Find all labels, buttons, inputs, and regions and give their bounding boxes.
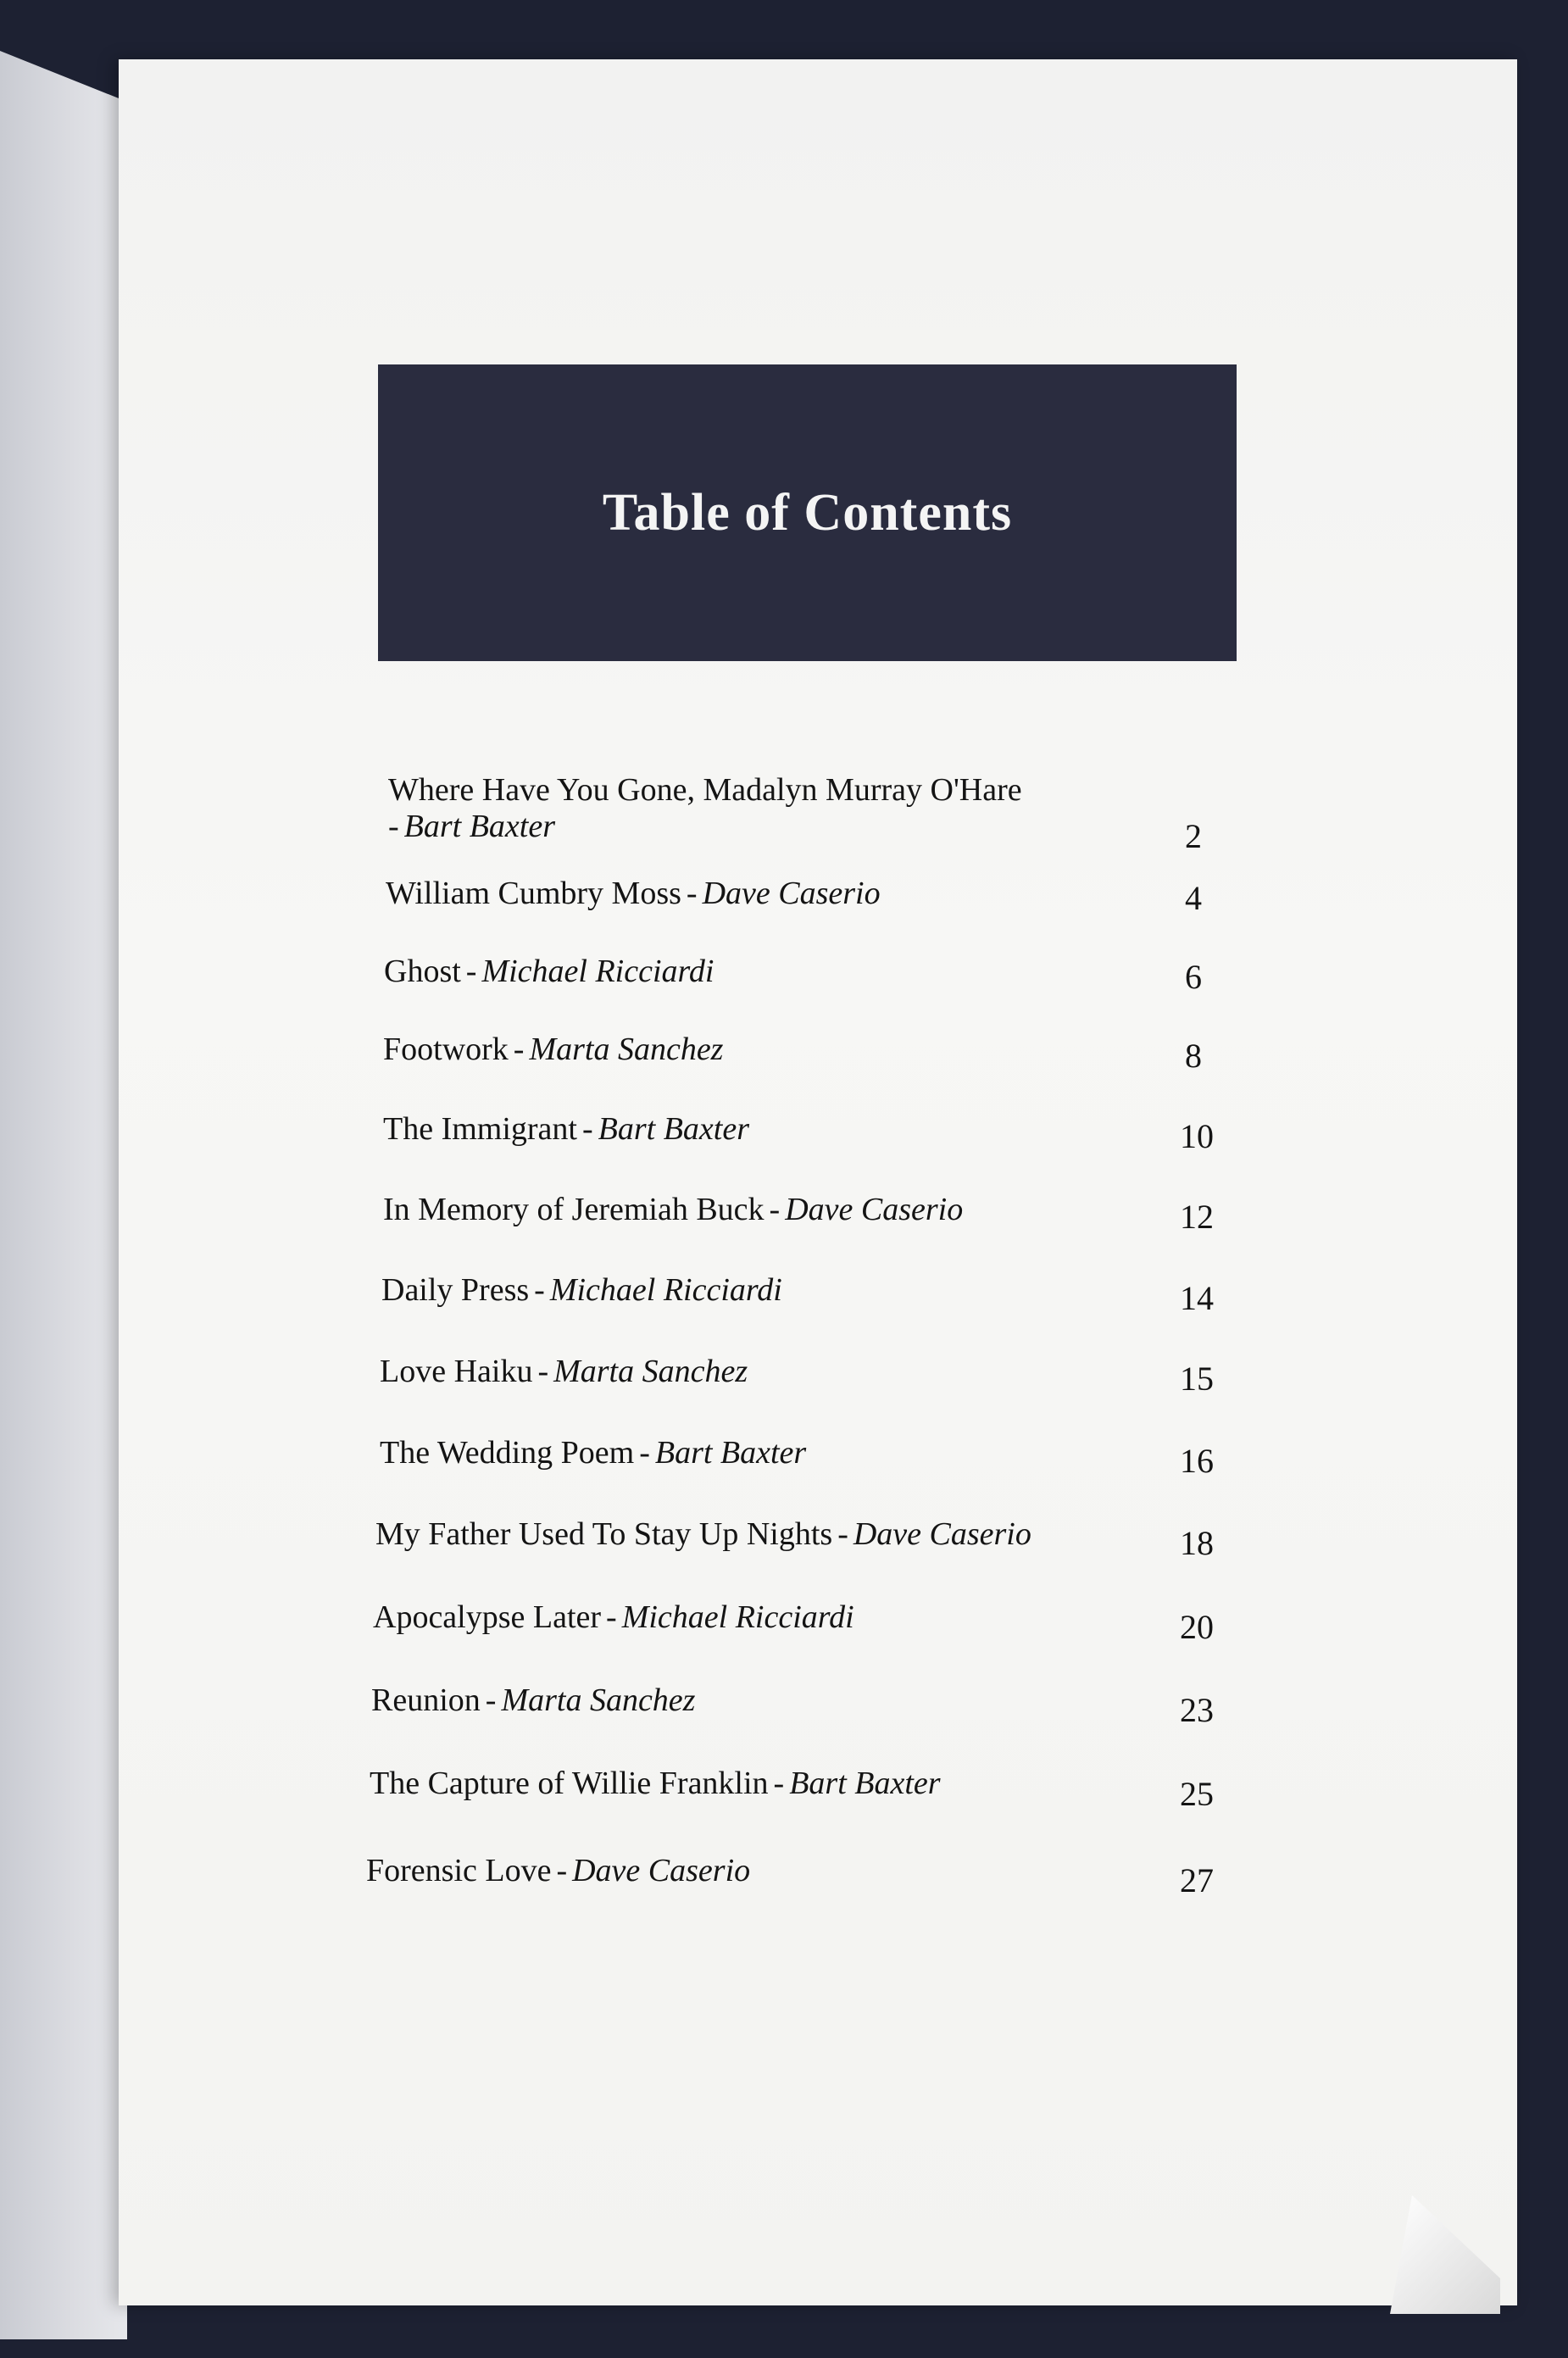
entry-title: The Wedding Poem — [380, 1435, 635, 1471]
toc-entry — [366, 1852, 750, 1889]
entry-dash: - — [769, 1192, 781, 1227]
entry-author: Marta Sanchez — [553, 1354, 748, 1389]
toc-entry — [384, 953, 714, 990]
entry-dash: - — [773, 1766, 785, 1801]
entry-dash: - — [606, 1599, 617, 1635]
entry-title: The Immigrant — [383, 1111, 577, 1147]
entry-author: Bart Baxter — [789, 1766, 941, 1801]
entry-page-number: 16 — [1180, 1442, 1214, 1480]
entry-title: William Cumbry Moss — [386, 876, 681, 911]
entry-title: The Capture of Willie Franklin — [370, 1766, 769, 1801]
entry-title: Apocalypse Later — [373, 1599, 602, 1635]
toc-entry — [370, 1765, 941, 1802]
entry-dash: - — [537, 1354, 549, 1389]
entry-author: Dave Caserio — [853, 1516, 1031, 1552]
entry-dash: - — [485, 1682, 497, 1718]
entry-author: Michael Ricciardi — [481, 954, 714, 989]
toc-entry — [380, 1434, 806, 1471]
entry-dash: - — [639, 1435, 650, 1471]
entry-title: My Father Used To Stay Up Nights — [375, 1516, 833, 1552]
toc-entry — [383, 1110, 749, 1148]
entry-title: Forensic Love — [366, 1853, 552, 1888]
entry-title: Reunion — [371, 1682, 481, 1718]
entry-dash: - — [513, 1032, 525, 1067]
entry-page-number: 4 — [1185, 879, 1202, 917]
entry-title: Footwork — [383, 1032, 509, 1067]
entry-author: Michael Ricciardi — [549, 1272, 782, 1308]
entry-dash: - — [388, 809, 399, 844]
entry-page-number: 18 — [1180, 1524, 1214, 1562]
entry-page-number: 12 — [1180, 1198, 1214, 1236]
entry-title: Love Haiku — [380, 1354, 533, 1389]
entry-dash: - — [556, 1853, 568, 1888]
toc-entry — [381, 1271, 782, 1309]
entry-author: Dave Caserio — [702, 876, 881, 911]
toc-entry-title — [388, 771, 1022, 809]
entry-title: In Memory of Jeremiah Buck — [383, 1192, 765, 1227]
toc-entry — [380, 1353, 748, 1390]
page-title: Table of Contents — [602, 483, 1013, 542]
entry-author: Bart Baxter — [654, 1435, 807, 1471]
entry-page-number: 15 — [1180, 1360, 1214, 1398]
entry-author: Bart Baxter — [598, 1111, 749, 1147]
entry-title: Ghost — [384, 954, 461, 989]
entry-page-number: 25 — [1180, 1775, 1214, 1813]
entry-dash: - — [581, 1111, 593, 1147]
entry-page-number: 27 — [1180, 1861, 1214, 1899]
entry-page-number: 2 — [1185, 817, 1202, 855]
entry-page-number: 14 — [1180, 1279, 1214, 1317]
toc-entry — [386, 875, 881, 912]
entry-author: Marta Sanchez — [501, 1682, 696, 1718]
entry-dash: - — [837, 1516, 848, 1552]
entry-title: Where Have You Gone, Madalyn Murray O'Hare — [388, 772, 1022, 808]
entry-dash: - — [534, 1272, 545, 1308]
entry-author: Bart Baxter — [403, 809, 556, 844]
entry-page-number: 20 — [1180, 1608, 1214, 1646]
entry-dash: - — [686, 876, 698, 911]
toc-entry-author-line — [383, 808, 555, 845]
entry-page-number: 8 — [1185, 1037, 1202, 1075]
entry-author: Dave Caserio — [572, 1853, 751, 1888]
entry-page-number: 6 — [1185, 958, 1202, 996]
entry-title: Daily Press — [381, 1272, 530, 1308]
entry-page-number: 10 — [1180, 1117, 1214, 1155]
entry-author: Marta Sanchez — [529, 1032, 724, 1067]
toc-entry — [371, 1682, 695, 1719]
toc-entry — [383, 1031, 723, 1068]
entry-page-number: 23 — [1180, 1691, 1214, 1729]
toc-entry — [375, 1515, 1031, 1553]
entry-dash: - — [465, 954, 477, 989]
toc-entry — [373, 1599, 854, 1636]
toc-entry — [383, 1191, 963, 1228]
entry-author: Dave Caserio — [785, 1192, 964, 1227]
entry-author: Michael Ricciardi — [621, 1599, 854, 1635]
